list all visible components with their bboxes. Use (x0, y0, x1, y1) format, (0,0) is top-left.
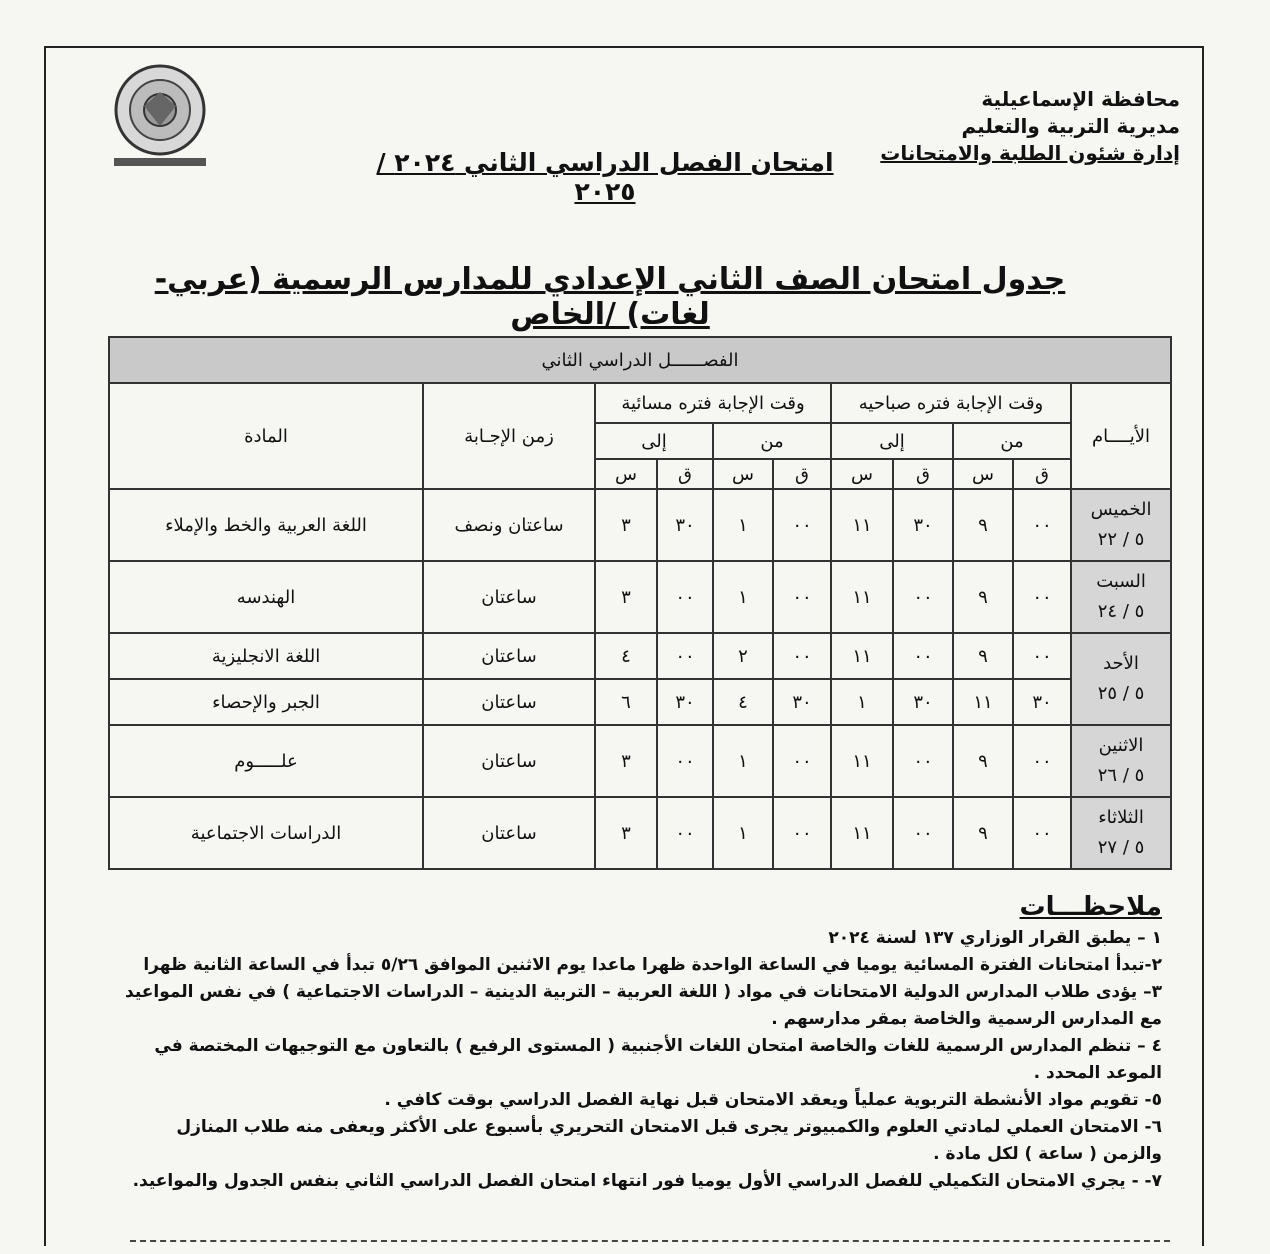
directorate-name: مديرية التربية والتعليم (961, 114, 1180, 138)
header-hour: س (595, 459, 657, 489)
morning-from-hour: ٩ (953, 561, 1013, 633)
header-minute: ق (1013, 459, 1071, 489)
evening-to-minute: ٣٠ (657, 679, 713, 725)
header-hour: س (953, 459, 1013, 489)
day-date: ٥ / ٢٤ (1097, 601, 1145, 622)
schedule-title: جدول امتحان الصف الثاني الإعدادي للمدارس الرسمية (عربي-لغات) /الخاص (154, 262, 1066, 332)
evening-to-minute: ٠٠ (657, 561, 713, 633)
evening-from-minute: ٠٠ (773, 489, 831, 561)
department-name: إدارة شئون الطلبة والامتحانات (880, 141, 1180, 165)
evening-from-hour: ١ (713, 489, 773, 561)
morning-from-hour: ١١ (953, 679, 1013, 725)
subject-cell: اللغة العربية والخط والإملاء (109, 489, 423, 561)
header-minute: ق (773, 459, 831, 489)
evening-to-minute: ٣٠ (657, 489, 713, 561)
morning-to-hour: ١١ (831, 633, 893, 679)
day-name: السبت (1096, 571, 1146, 592)
evening-from-hour: ١ (713, 797, 773, 869)
duration-cell: ساعتان (423, 633, 595, 679)
table-row (109, 489, 1171, 561)
header-morning-period: وقت الإجابة فتره صباحيه (831, 383, 1071, 423)
morning-to-minute: ٣٠ (893, 489, 953, 561)
header-days: الأيــــام (1071, 383, 1171, 489)
evening-from-minute: ٠٠ (773, 561, 831, 633)
subject-cell: الجبر والإحصاء (109, 679, 423, 725)
evening-from-hour: ١ (713, 725, 773, 797)
morning-to-hour: ١١ (831, 561, 893, 633)
duration-cell: ساعتان (423, 561, 595, 633)
table-row (109, 725, 1171, 797)
morning-from-minute: ٣٠ (1013, 679, 1071, 725)
morning-to-minute: ٠٠ (893, 561, 953, 633)
exam-schedule-table (108, 336, 1172, 870)
note-item: ٣– يؤدى طلاب المدارس الدولية الامتحانات في مواد ( اللغة العربية – التربية الدينية – الدراسات الاجتماعية ) في نفس المواعيد مع المدارس الرسمية والخاصة بمقر مدارسهم . (125, 982, 1162, 1029)
morning-from-minute: ٠٠ (1013, 797, 1071, 869)
evening-to-hour: ٣ (595, 489, 657, 561)
issuing-authority (880, 86, 1180, 167)
duration-cell: ساعتان (423, 725, 595, 797)
morning-from-minute: ٠٠ (1013, 489, 1071, 561)
note-item: ٤ – تنظم المدارس الرسمية للغات والخاصة امتحان اللغات الأجنبية ( المستوى الرفيع ) بالتعاون مع التوجيهات المختصة في الموعد المحدد . (154, 1036, 1162, 1083)
evening-from-minute: ٠٠ (773, 633, 831, 679)
notes-section (122, 894, 1162, 1195)
table-row (109, 561, 1171, 633)
morning-to-minute: ٠٠ (893, 797, 953, 869)
header-morning-from: من (953, 423, 1071, 459)
table-row (109, 633, 1171, 679)
note-item: ٢-تبدأ امتحانات الفترة المسائية يوميا في الساعة الواحدة ظهرا ماعدا يوم الاثنين الموافق ٥/٢٦ تبدأ في الساعة الثانية ظهرا (143, 955, 1162, 975)
day-cell (1071, 489, 1171, 561)
day-date: ٥ / ٢٦ (1097, 765, 1145, 786)
evening-to-hour: ٣ (595, 797, 657, 869)
note-item: ٥- تقويم مواد الأنشطة التربوية عملياً ويعقد الامتحان قبل نهاية الفصل الدراسي بوقت كافي . (384, 1090, 1162, 1110)
duration-cell: ساعتان ونصف (423, 489, 595, 561)
morning-from-hour: ٩ (953, 797, 1013, 869)
duration-cell: ساعتان (423, 679, 595, 725)
header-morning-to: إلى (831, 423, 953, 459)
notes-title: ملاحظـــات (1019, 892, 1162, 922)
morning-to-hour: ١١ (831, 725, 893, 797)
morning-from-minute: ٠٠ (1013, 561, 1071, 633)
morning-to-minute: ٣٠ (893, 679, 953, 725)
evening-from-hour: ٤ (713, 679, 773, 725)
evening-to-minute: ٠٠ (657, 797, 713, 869)
morning-from-hour: ٩ (953, 725, 1013, 797)
bottom-divider (130, 1240, 1170, 1242)
day-cell (1071, 725, 1171, 797)
morning-to-hour: ١١ (831, 489, 893, 561)
subject-cell: علـــــوم (109, 725, 423, 797)
evening-from-hour: ١ (713, 561, 773, 633)
evening-from-minute: ٠٠ (773, 725, 831, 797)
evening-to-hour: ٣ (595, 725, 657, 797)
header-evening-to: إلى (595, 423, 713, 459)
header-evening-from: من (713, 423, 831, 459)
table-row (109, 797, 1171, 869)
subject-cell: الدراسات الاجتماعية (109, 797, 423, 869)
morning-from-hour: ٩ (953, 633, 1013, 679)
exam-title: امتحان الفصل الدراسي الثاني ٢٠٢٤ /٢٠٢٥ (376, 148, 834, 206)
evening-to-hour: ٣ (595, 561, 657, 633)
evening-from-minute: ٣٠ (773, 679, 831, 725)
evening-to-minute: ٠٠ (657, 633, 713, 679)
morning-to-minute: ٠٠ (893, 633, 953, 679)
note-item: ٧- - يجري الامتحان التكميلي للفصل الدراسي الأول يوميا فور انتهاء امتحان الفصل الدراسي الثاني بنفس الجدول والمواعيد. (132, 1171, 1162, 1191)
ministry-seal-icon (100, 62, 220, 172)
header-subject: المادة (109, 383, 423, 489)
evening-to-hour: ٦ (595, 679, 657, 725)
day-cell (1071, 797, 1171, 869)
header-hour: س (831, 459, 893, 489)
evening-from-minute: ٠٠ (773, 797, 831, 869)
header-hour: س (713, 459, 773, 489)
evening-to-hour: ٤ (595, 633, 657, 679)
subject-cell: الهندسه (109, 561, 423, 633)
day-date: ٥ / ٢٥ (1097, 683, 1145, 704)
table-row (109, 679, 1171, 725)
day-name: الأحد (1103, 653, 1139, 674)
duration-cell: ساعتان (423, 797, 595, 869)
header-duration: زمن الإجـابة (423, 383, 595, 489)
note-item: ٦- الامتحان العملي لمادتي العلوم والكمبيوتر يجرى قبل الامتحان التحريري بأسبوع على الأكثر ويعفى منه طلاب المنازل والزمن ( ساعة ) لكل مادة . (176, 1117, 1162, 1164)
note-item: ١ – يطبق القرار الوزاري ١٣٧ لسنة ٢٠٢٤ (828, 928, 1162, 948)
morning-to-hour: ١١ (831, 797, 893, 869)
subject-cell: اللغة الانجليزية (109, 633, 423, 679)
morning-from-hour: ٩ (953, 489, 1013, 561)
evening-to-minute: ٠٠ (657, 725, 713, 797)
semester-banner: الفصــــــل الدراسي الثاني (109, 337, 1171, 383)
day-cell (1071, 633, 1171, 725)
day-date: ٥ / ٢٧ (1097, 837, 1145, 858)
header-minute: ق (657, 459, 713, 489)
day-cell (1071, 561, 1171, 633)
morning-from-minute: ٠٠ (1013, 633, 1071, 679)
header-evening-period: وقت الإجابة فتره مسائية (595, 383, 831, 423)
morning-to-hour: ١ (831, 679, 893, 725)
evening-from-hour: ٢ (713, 633, 773, 679)
day-name: الثلاثاء (1098, 807, 1144, 828)
day-date: ٥ / ٢٢ (1097, 529, 1145, 550)
governorate-name: محافظة الإسماعيلية (981, 87, 1180, 111)
day-name: الخميس (1090, 499, 1152, 520)
header-minute: ق (893, 459, 953, 489)
morning-to-minute: ٠٠ (893, 725, 953, 797)
day-name: الاثنين (1098, 735, 1144, 756)
morning-from-minute: ٠٠ (1013, 725, 1071, 797)
